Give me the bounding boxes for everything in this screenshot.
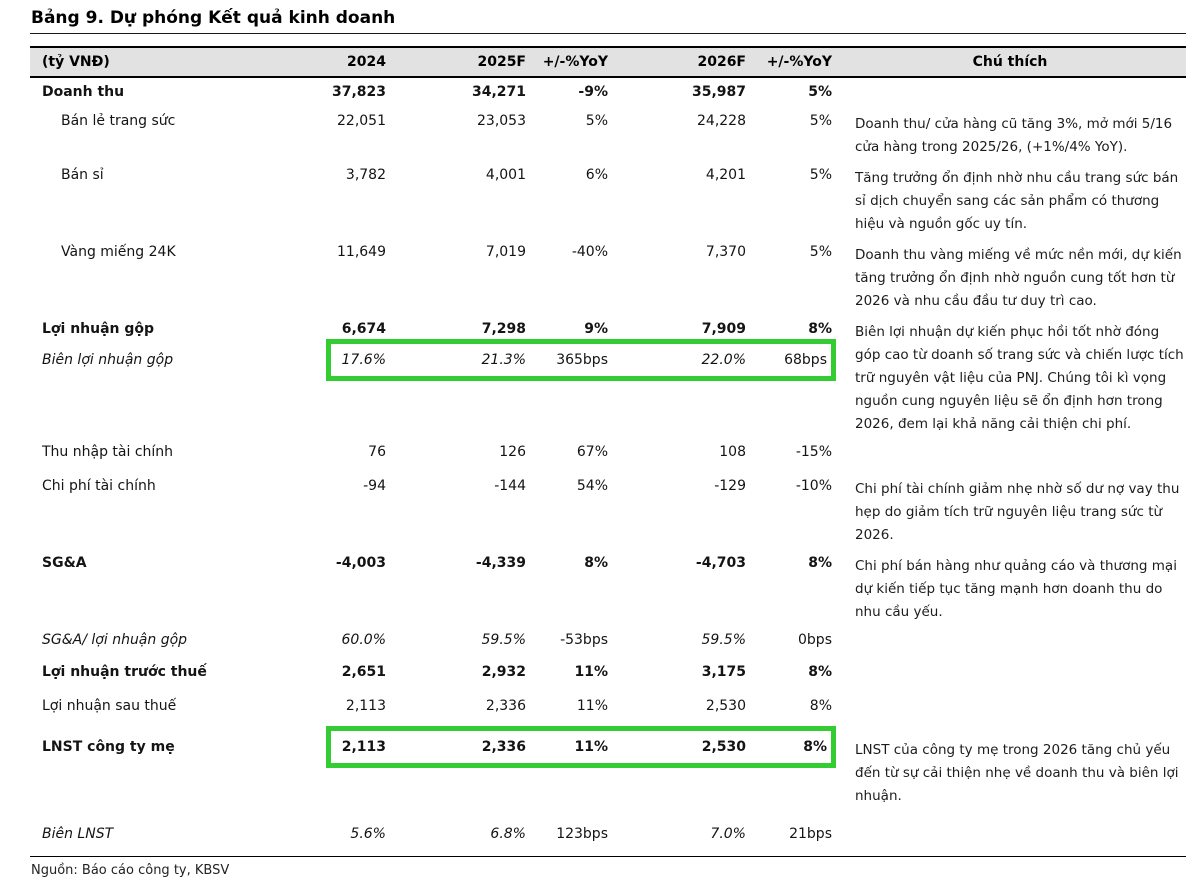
cell-2026f: 3,175 bbox=[701, 664, 746, 680]
note-cell: Biên lợi nhuận dự kiến phục hồi tốt nhờ đóng góp cao từ doanh số trang sức và chiến lược tích trữ nguyên vật liệu của PNJ. Chúng tôi kì vọng nguồn cung nguyên liệu sẽ ổn định hơn trong 2026, đem lại khả năng cải thiện chi phí. bbox=[855, 324, 1184, 432]
highlight-box: 11% bbox=[530, 726, 612, 768]
cell-yoy-2025: 123bps bbox=[530, 810, 612, 856]
note-cell: Chi phí tài chính giảm nhẹ nhờ số dư nợ vay thu hẹp do giảm tích trữ nguyên liệu trang sức từ 2026. bbox=[855, 481, 1180, 543]
cell-2026f bbox=[612, 726, 750, 810]
cell-2026f: 59.5% bbox=[701, 632, 746, 648]
note-cell: Doanh thu vàng miếng về mức nền mới, dự kiến tăng trưởng ổn định nhờ nguồn cung tốt hơn từ 2026 và nhu cầu đầu tư duy trì cao. bbox=[855, 247, 1182, 309]
table-row-gold-bars bbox=[30, 238, 1186, 315]
cell-yoy-2025 bbox=[530, 339, 612, 438]
table-header bbox=[30, 47, 1186, 77]
cell-yoy-2026 bbox=[750, 726, 836, 810]
cell-2025f bbox=[390, 339, 530, 438]
cell-yoy-2026: 5% bbox=[809, 244, 832, 260]
column-header-notes: Chú thích bbox=[836, 47, 1186, 77]
note-cell bbox=[836, 438, 1186, 472]
column-header-2025f: 2025F bbox=[390, 47, 530, 77]
row-label: SG&A bbox=[42, 555, 87, 571]
row-label: Thu nhập tài chính bbox=[42, 444, 174, 460]
cell-2026f: 7,909 bbox=[701, 321, 746, 337]
cell-yoy-2026 bbox=[750, 339, 836, 438]
row-label: Lợi nhuận sau thuế bbox=[42, 698, 177, 714]
cell-2026f: 108 bbox=[719, 444, 746, 460]
cell-yoy-2026: 8% bbox=[808, 555, 832, 571]
cell-2025f: 7,298 bbox=[481, 321, 526, 337]
highlight-box: 365bps bbox=[530, 339, 612, 381]
cell-2024: 37,823 bbox=[331, 84, 386, 100]
cell-yoy-2026: 5% bbox=[809, 167, 832, 183]
row-label: Biên lợi nhuận gộp bbox=[42, 352, 174, 368]
cell-yoy-2025: 67% bbox=[576, 444, 608, 460]
cell-yoy-2025: -53bps bbox=[560, 632, 608, 648]
highlight-box: 22.0% bbox=[612, 339, 750, 381]
cell-yoy-2025: 9% bbox=[584, 321, 608, 337]
table-row-wholesale bbox=[30, 161, 1186, 238]
row-label: Doanh thu bbox=[42, 84, 125, 100]
cell-yoy-2026: 21bps bbox=[750, 810, 836, 856]
cell-yoy-2025: 8% bbox=[584, 555, 608, 571]
note-cell bbox=[836, 810, 1186, 856]
title-divider bbox=[30, 33, 1186, 34]
note-cell bbox=[836, 692, 1186, 726]
cell-yoy-2025: 6% bbox=[585, 167, 608, 183]
cell-yoy-2026: -10% bbox=[795, 478, 832, 494]
row-label: Lợi nhuận trước thuế bbox=[42, 664, 207, 680]
cell-yoy-2025: 11% bbox=[574, 664, 608, 680]
note-cell bbox=[836, 77, 1186, 107]
cell-2025f: 4,001 bbox=[485, 167, 526, 183]
note-cell: LNST của công ty mẹ trong 2026 tăng chủ yếu đến từ sự cải thiện nhẹ về doanh thu và biên lợi nhuận. bbox=[855, 742, 1179, 804]
cell-2026f: 7.0% bbox=[612, 810, 750, 856]
cell-2025f: 126 bbox=[499, 444, 526, 460]
cell-2024: 76 bbox=[368, 444, 386, 460]
cell-2026f: -129 bbox=[714, 478, 746, 494]
note-cell: Doanh thu/ cửa hàng cũ tăng 3%, mở mới 5/16 cửa hàng trong 2025/26, (+1%/4% YoY). bbox=[855, 116, 1173, 155]
cell-yoy-2026: 5% bbox=[808, 84, 832, 100]
row-label: Bán sỉ bbox=[61, 167, 104, 183]
cell-2024: 6,674 bbox=[341, 321, 386, 337]
note-cell bbox=[836, 658, 1186, 692]
table-row-financial-expense bbox=[30, 472, 1186, 549]
column-header-yoy-2025: +/-%YoY bbox=[530, 47, 612, 77]
row-label: Bán lẻ trang sức bbox=[61, 113, 176, 129]
cell-2026f: 24,228 bbox=[697, 113, 746, 129]
cell-2025f: -144 bbox=[494, 478, 526, 494]
cell-yoy-2025: -9% bbox=[578, 84, 608, 100]
cell-2025f: 7,019 bbox=[485, 244, 526, 260]
table-row-financial-income bbox=[30, 438, 1186, 472]
note-cell: Chi phí bán hàng như quảng cáo và thương mại dự kiến tiếp tục tăng mạnh hơn doanh thu do nhu cầu yếu. bbox=[855, 558, 1177, 620]
column-header-unit: (tỷ VNĐ) bbox=[30, 47, 326, 77]
cell-2024 bbox=[326, 339, 390, 438]
cell-yoy-2026: 8% bbox=[808, 321, 832, 337]
table-row-retail-jewelry bbox=[30, 107, 1186, 161]
header-row bbox=[30, 47, 1186, 77]
column-header-yoy-2026: +/-%YoY bbox=[750, 47, 836, 77]
cell-yoy-2025: 11% bbox=[576, 698, 608, 714]
cell-2026f: 2,530 bbox=[705, 698, 746, 714]
table-row-parent-npat-highlighted bbox=[30, 726, 1186, 810]
cell-2024 bbox=[326, 726, 390, 810]
row-label: LNST công ty mẹ bbox=[42, 739, 175, 755]
cell-2025f bbox=[390, 726, 530, 810]
cell-2024: 22,051 bbox=[337, 113, 386, 129]
cell-2026f: 4,201 bbox=[705, 167, 746, 183]
cell-yoy-2025: 54% bbox=[576, 478, 608, 494]
table-row-npat-margin bbox=[30, 810, 1186, 856]
note-cell: Tăng trưởng ổn định nhờ nhu cầu trang sức bán sỉ dịch chuyển sang các sản phẩm có thương hiệu và nguồn gốc uy tín. bbox=[855, 170, 1179, 232]
cell-2025f: -4,339 bbox=[475, 555, 526, 571]
cell-yoy-2025: 5% bbox=[585, 113, 608, 129]
forecast-table bbox=[30, 46, 1186, 857]
row-label: Lợi nhuận gộp bbox=[42, 321, 155, 337]
table-row-profit-after-tax bbox=[30, 692, 1186, 726]
highlight-box: 68bps bbox=[750, 339, 836, 381]
cell-2025f: 23,053 bbox=[477, 113, 526, 129]
cell-yoy-2025 bbox=[530, 726, 612, 810]
cell-2024: 60.0% bbox=[341, 632, 386, 648]
row-label: Biên LNST bbox=[30, 810, 326, 856]
cell-2025f: 2,932 bbox=[481, 664, 526, 680]
cell-2024: 5.6% bbox=[326, 810, 390, 856]
row-label: SG&A/ lợi nhuận gộp bbox=[42, 632, 188, 648]
cell-2024: 11,649 bbox=[337, 244, 386, 260]
cell-yoy-2026: -15% bbox=[795, 444, 832, 460]
note-cell bbox=[836, 626, 1186, 658]
cell-2026f: -4,703 bbox=[695, 555, 746, 571]
row-label: Chi phí tài chính bbox=[42, 478, 156, 494]
highlight-box: 21.3% bbox=[390, 339, 530, 381]
cell-2024: 2,113 bbox=[345, 698, 386, 714]
source-note: Nguồn: Báo cáo công ty, KBSV bbox=[31, 862, 230, 878]
highlight-box: 2,530 bbox=[612, 726, 750, 768]
cell-yoy-2025: -40% bbox=[571, 244, 608, 260]
highlight-box: 2,113 bbox=[326, 726, 390, 768]
table-title: Bảng 9. Dự phóng Kết quả kinh doanh bbox=[31, 8, 396, 28]
cell-2026f bbox=[612, 339, 750, 438]
row-label: Vàng miếng 24K bbox=[61, 244, 176, 260]
table-row-revenue bbox=[30, 77, 1186, 107]
cell-2024: 3,782 bbox=[345, 167, 386, 183]
highlight-box: 2,336 bbox=[390, 726, 530, 768]
highlight-box: 17.6% bbox=[326, 339, 390, 381]
cell-2025f: 59.5% bbox=[481, 632, 526, 648]
cell-yoy-2026: 8% bbox=[808, 664, 832, 680]
cell-2024: -94 bbox=[363, 478, 386, 494]
table-row-gross-profit bbox=[30, 315, 1186, 339]
column-header-2024: 2024 bbox=[326, 47, 390, 77]
cell-2025f: 2,336 bbox=[485, 698, 526, 714]
cell-2026f: 35,987 bbox=[691, 84, 746, 100]
cell-2025f: 34,271 bbox=[471, 84, 526, 100]
cell-yoy-2026: 0bps bbox=[798, 632, 832, 648]
column-header-2026f: 2026F bbox=[612, 47, 750, 77]
table-row-sga-to-gross-profit bbox=[30, 626, 1186, 658]
cell-2024: 2,651 bbox=[341, 664, 386, 680]
table-row-sga bbox=[30, 549, 1186, 626]
highlight-box: 8% bbox=[750, 726, 836, 768]
cell-yoy-2026: 5% bbox=[809, 113, 832, 129]
table-row-profit-before-tax bbox=[30, 658, 1186, 692]
cell-yoy-2026: 8% bbox=[809, 698, 832, 714]
cell-2025f: 6.8% bbox=[390, 810, 530, 856]
cell-2024: -4,003 bbox=[335, 555, 386, 571]
cell-2026f: 7,370 bbox=[705, 244, 746, 260]
